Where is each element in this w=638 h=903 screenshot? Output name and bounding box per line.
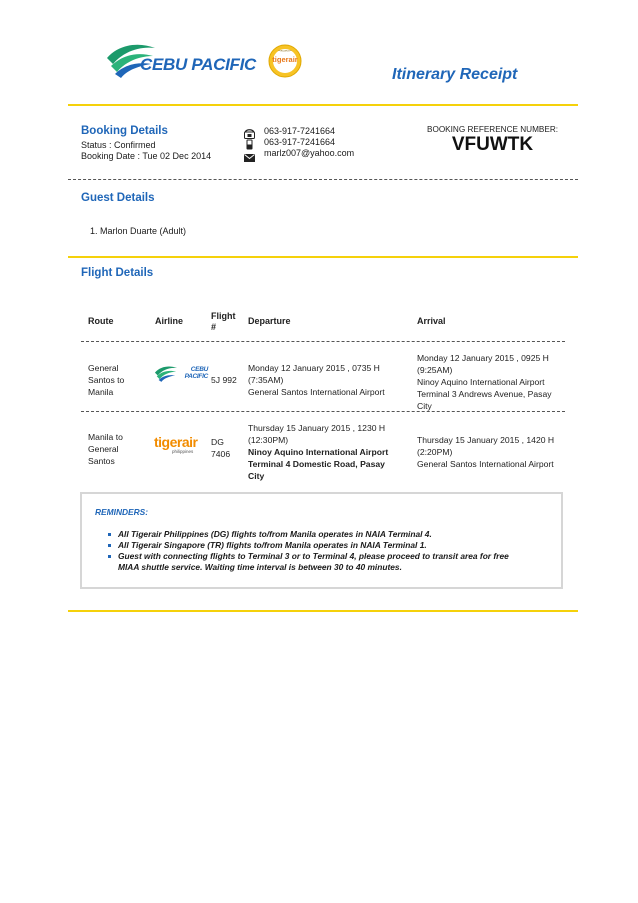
booking-date: Booking Date : Tue 02 Dec 2014 [81, 151, 212, 161]
flight-row-divider [81, 411, 565, 412]
departure-line: (7:35AM) [248, 375, 284, 385]
booking-status: Status : Confirmed [81, 140, 156, 150]
reminder-text: MIAA shuttle service. Waiting time interval is between 30 to 40 minutes. [118, 562, 402, 572]
flight-number: 7406 [211, 449, 231, 459]
tigerair-airline-logo [154, 434, 208, 456]
departure-line: (12:30PM) [248, 435, 289, 445]
tigerair-partner-ring-text: CEBU PACIFIC [278, 50, 292, 52]
booking-details-title: Booking Details [81, 125, 168, 137]
reminder-item [118, 529, 548, 540]
guest-item: 1. Marlon Duarte (Adult) [90, 226, 187, 236]
arrival-line: General Santos International Airport [417, 459, 554, 469]
flight-number: DG [211, 437, 224, 447]
route-line: Manila [88, 387, 114, 397]
arrival-line: Terminal 3 Andrews Avenue, Pasay [417, 389, 552, 399]
booking-reference-label: BOOKING REFERENCE NUMBER: [426, 125, 559, 134]
departure-line: General Santos International Airport [248, 387, 385, 397]
col-header-route: Route [88, 316, 114, 326]
cebu-pacific-airline-logo [154, 364, 208, 384]
guest-details-title: Guest Details [81, 192, 155, 204]
col-header-flight: Flight [211, 311, 236, 321]
page-title: Itinerary Receipt [392, 66, 518, 83]
reminder-text: All Tigerair Philippines (DG) flights to/from Manila operates in NAIA Terminal 4. [118, 529, 432, 539]
reminders-box [80, 492, 563, 589]
footer-divider [68, 610, 578, 612]
reminder-item [118, 540, 548, 551]
header-divider [68, 104, 578, 106]
col-header-arrival: Arrival [417, 316, 446, 326]
departure-line: Ninoy Aquino International Airport [248, 447, 389, 457]
route-line: General [88, 363, 119, 373]
reminder-text: Guest with connecting flights to Terminal 3 or to Terminal 4, please proceed to transit area for free [118, 551, 509, 561]
flight-header-divider [81, 341, 565, 342]
arrival-line: Monday 12 January 2015 , 0925 H [417, 353, 549, 363]
bullet-icon [108, 533, 111, 536]
arrival-line: Thursday 15 January 2015 , 1420 H [417, 435, 555, 445]
flight-number: 5J 992 [211, 375, 237, 385]
departure-line: Terminal 4 Domestic Road, Pasay [248, 459, 385, 469]
cebu-pacific-airline-logo-text: CEBU PACIFIC [184, 366, 208, 380]
contact-phone: 063-917-7241664 [264, 126, 336, 136]
tigerair-partner-logo [268, 44, 302, 78]
guest-divider [68, 256, 578, 258]
brand-name: CEBU PACIFIC [140, 55, 257, 74]
route-line: Manila to [88, 432, 123, 442]
tigerair-airline-logo-subtext: philippines [172, 449, 194, 454]
cebu-pacific-logo [105, 40, 265, 84]
route-line: Santos to [88, 375, 125, 385]
contact-mobile: 063-917-7241664 [264, 137, 336, 147]
arrival-line: (9:25AM) [417, 365, 453, 375]
booking-divider [68, 179, 578, 180]
route-line: General [88, 444, 119, 454]
reminder-text: All Tigerair Singapore (TR) flights to/from Manila operates in NAIA Terminal 1. [118, 540, 427, 550]
departure-line: Monday 12 January 2015 , 0735 H [248, 363, 380, 373]
booking-reference-number: VFUWTK [451, 134, 534, 155]
col-header-airline: Airline [155, 316, 184, 326]
flight-details-title: Flight Details [81, 267, 154, 279]
tigerair-airline-logo-text: tigerair [154, 434, 198, 450]
arrival-line: City [417, 401, 432, 411]
reminder-item-continued [118, 562, 548, 573]
arrival-line: (2:20PM) [417, 447, 453, 457]
col-header-flight-hash: # [211, 322, 217, 332]
tigerair-partner-logo-text: tigerair [272, 55, 298, 64]
bullet-icon [108, 555, 111, 558]
contact-email: marlz007@yahoo.com [264, 148, 355, 158]
departure-line: City [248, 471, 265, 481]
col-header-departure: Departure [248, 316, 291, 326]
arrival-line: Ninoy Aquino International Airport [417, 377, 545, 387]
reminders-title: REMINDERS: [95, 507, 149, 517]
departure-line: Thursday 15 January 2015 , 1230 H [248, 423, 386, 433]
reminder-item [118, 551, 548, 562]
email-icon [244, 149, 255, 167]
route-line: Santos [88, 456, 115, 466]
bullet-icon [108, 544, 111, 547]
